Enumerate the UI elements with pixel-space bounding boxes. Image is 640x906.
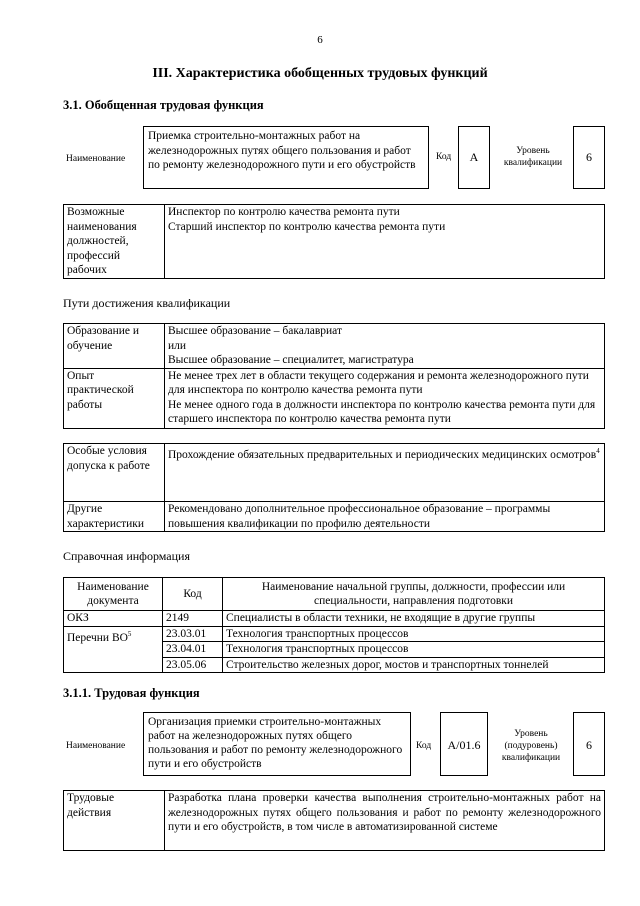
ref-name: Технология транспортных процессов	[223, 626, 605, 642]
ref-title: Справочная информация	[63, 549, 190, 563]
ref-code: 23.04.01	[163, 642, 223, 658]
experience-label: Опыт практической работы	[64, 368, 165, 428]
reference-table	[63, 577, 605, 673]
footnote-5: 5	[127, 629, 132, 638]
education-line: или	[168, 339, 187, 352]
other-value: Рекомендовано дополнительное профессиональное образование – программы повышения квалификации по профилю деятельности	[165, 502, 605, 532]
position-line: Инспектор по контролю качества ремонта пути	[168, 206, 400, 218]
gtf-name-label: Наименование	[66, 154, 126, 164]
actions-value: Разработка плана проверки качества выполнения строительно-монтажных работ на железнодорожных путях общего пользования и работ по ремонту железнодорожного пути и его обустройств, в том числе в автоматизированной системе	[165, 791, 605, 851]
tf-code-value: А/01.6	[447, 738, 481, 752]
gtf-name-value: Приемка строительно-монтажных работ на железнодорожных путях общего пользования и работ по ремонту железнодорожного пути и его обустройств	[143, 126, 429, 189]
tf-level-label: Уровень (подуровень) квалификации	[501, 729, 561, 763]
ref-header-doc: Наименование документа	[64, 578, 163, 611]
page-title: III. Характеристика обобщенных трудовых функций	[152, 66, 488, 81]
footnote-4: 4	[596, 447, 600, 455]
ref-code: 2149	[163, 611, 223, 627]
qualification-table	[63, 323, 605, 429]
tf-heading: 3.1.1. Трудовая функция	[63, 686, 200, 700]
paths-title: Пути достижения квалификации	[63, 296, 231, 310]
gtf-code-label: Код	[436, 152, 452, 162]
ref-name: Строительство железных дорог, мостов и транспортных тоннелей	[223, 657, 605, 673]
ref-doc: Перечни ВО	[67, 631, 128, 644]
ref-code: 23.03.01	[163, 626, 223, 642]
other-label: Другие характеристики	[64, 502, 165, 532]
tf-level-value: 6	[586, 738, 592, 752]
position-line: Старший инспектор по контролю качества ремонта пути	[168, 220, 446, 233]
ref-name: Специалисты в области техники, не входящие в другие группы	[223, 611, 605, 627]
experience-line: Не менее трех лет в области текущего содержания и ремонта железнодорожного пути для инспектора по контролю качества ремонта пути	[168, 369, 589, 396]
conditions-label: Особые условия допуска к работе	[64, 444, 165, 502]
gtf-code-value: А	[469, 150, 479, 164]
tf-code-label: Код	[416, 741, 432, 751]
ref-code: 23.05.06	[163, 657, 223, 673]
ref-name: Технология транспортных процессов	[223, 642, 605, 658]
tf-name-value: Организация приемки строительно-монтажных работ на железнодорожных путях общего пользования и работ по ремонту железнодорожного пути и его обустройств	[143, 712, 411, 776]
positions-table	[63, 204, 605, 279]
tf-name-label: Наименование	[66, 741, 126, 751]
ref-header-name: Наименование начальной группы, должности, профессии или специальности, направления подготовки	[223, 578, 605, 611]
positions-label: Возможные наименования должностей, профессий рабочих	[64, 205, 165, 279]
conditions-table	[63, 443, 605, 532]
education-label: Образование и обучение	[64, 324, 165, 369]
gtf-level-label: Уровень квалификации	[503, 146, 563, 168]
gtf-heading: 3.1. Обобщенная трудовая функция	[63, 98, 264, 112]
ref-doc: ОКЗ	[64, 611, 163, 627]
education-line: Высшее образование – специалитет, магистратура	[168, 354, 414, 366]
education-line: Высшее образование – бакалавриат	[168, 325, 342, 337]
conditions-value: Прохождение обязательных предварительных и периодических медицинских осмотров	[168, 448, 597, 461]
actions-table	[63, 790, 605, 851]
page-number: 6	[317, 34, 323, 46]
ref-header-code: Код	[163, 578, 223, 611]
experience-line: Не менее одного года в должности инспектора по контролю качества ремонта пути для старшего инспектора по контролю качества ремонта пути	[168, 398, 596, 425]
actions-label: Трудовые действия	[64, 791, 165, 851]
gtf-level-value: 6	[586, 150, 592, 164]
